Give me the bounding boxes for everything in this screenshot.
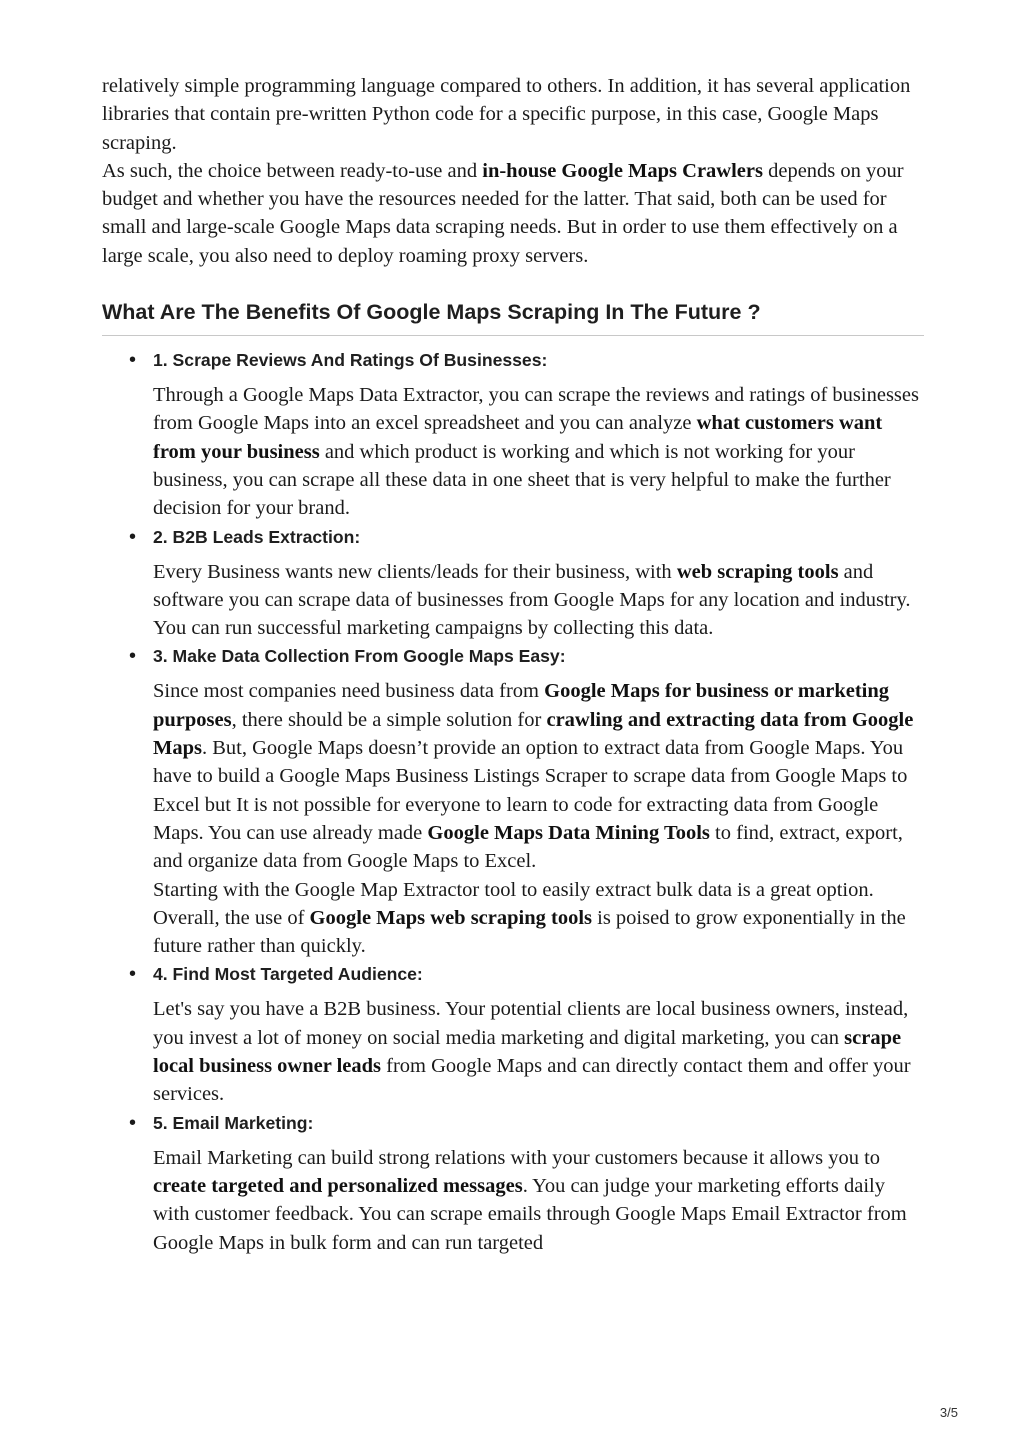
bullet-icon: • <box>129 525 137 548</box>
page-number: 3/5 <box>939 1405 958 1420</box>
bullet-icon: • <box>129 349 137 372</box>
benefit-body: Let's say you have a B2B business. Your potential clients are local business owners, instead, you invest a lot of money on social media marketing and digital marketing, you can scrape local business owner leads from Google Maps and can directly contact them and offer your services. <box>153 998 911 1106</box>
benefit-item-1 <box>129 346 924 522</box>
benefit-title: 4. Find Most Targeted Audience: <box>153 964 423 985</box>
intro-paragraph-1: relatively simple programming language compared to others. In addition, it has several application libraries that contain pre-written Python code for a specific purpose, in this case, Google Maps scraping. <box>102 75 911 154</box>
benefit-item-4 <box>129 960 924 1108</box>
benefit-body: Every Business wants new clients/leads for their business, with web scraping tools and software you can scrape data of businesses from Google Maps for any location and industry. You can run successful marketing campaigns by collecting this data. <box>153 560 911 640</box>
bullet-icon: • <box>129 645 137 668</box>
intro-paragraph-2: As such, the choice between ready-to-use and in-house Google Maps Crawlers depends on your budget and whether you have the resources needed for the latter. That said, both can be used for small and large-scale Google Maps data scraping needs. But in order to use them effectively on a large scale, you also need to deploy roaming proxy servers. <box>102 159 904 267</box>
bullet-icon: • <box>129 963 137 986</box>
benefit-item-5 <box>129 1109 924 1257</box>
benefit-title: 5. Email Marketing: <box>153 1112 314 1133</box>
benefit-body: Since most companies need business data from Google Maps for business or marketing purposes, there should be a simple solution for crawling and extracting data from Google Maps. But, Google Maps doesn’t provide an option to extract data from Google Maps. You have to build a Google Maps Business Listings Scraper to scrape data from Google Maps to Excel but It is not possible for everyone to learn to code for extracting data from Google Maps. You can use already made Google Maps Data Mining Tools to find, extract, export, and organize data from Google Maps to Excel. Starting with the Google Map Extractor tool to easily extract bulk data is a great option. Overall, the use of Google Maps web scraping tools is poised to grow exponentially in the future rather than quickly. <box>153 680 914 958</box>
bullet-icon: • <box>129 1111 137 1134</box>
benefit-body: Through a Google Maps Data Extractor, you can scrape the reviews and ratings of businesses from Google Maps into an excel spreadsheet and you can analyze what customers want from your business and which product is working and which is not working for your business, you can scrape all these data in one sheet that is very helpful to make the further decision for your brand. <box>153 384 919 520</box>
benefit-title: 1. Scrape Reviews And Ratings Of Businesses: <box>153 350 548 371</box>
intro-section <box>102 72 924 270</box>
benefit-item-2 <box>129 523 924 643</box>
document-page <box>102 72 924 1257</box>
benefits-list <box>102 346 924 1257</box>
bold-in-house-crawlers: in-house Google Maps Crawlers <box>482 159 763 182</box>
benefit-title: 3. Make Data Collection From Google Maps Easy: <box>153 646 566 667</box>
section-heading: What Are The Benefits Of Google Maps Scraping In The Future ? <box>102 298 924 336</box>
benefit-body: Email Marketing can build strong relations with your customers because it allows you to create targeted and personalized messages. You can judge your marketing efforts daily with customer feedback. You can scrape emails through Google Maps Email Extractor from Google Maps in bulk form and can run targeted <box>153 1146 907 1254</box>
benefit-item-3 <box>129 642 924 960</box>
benefit-title: 2. B2B Leads Extraction: <box>153 526 361 547</box>
